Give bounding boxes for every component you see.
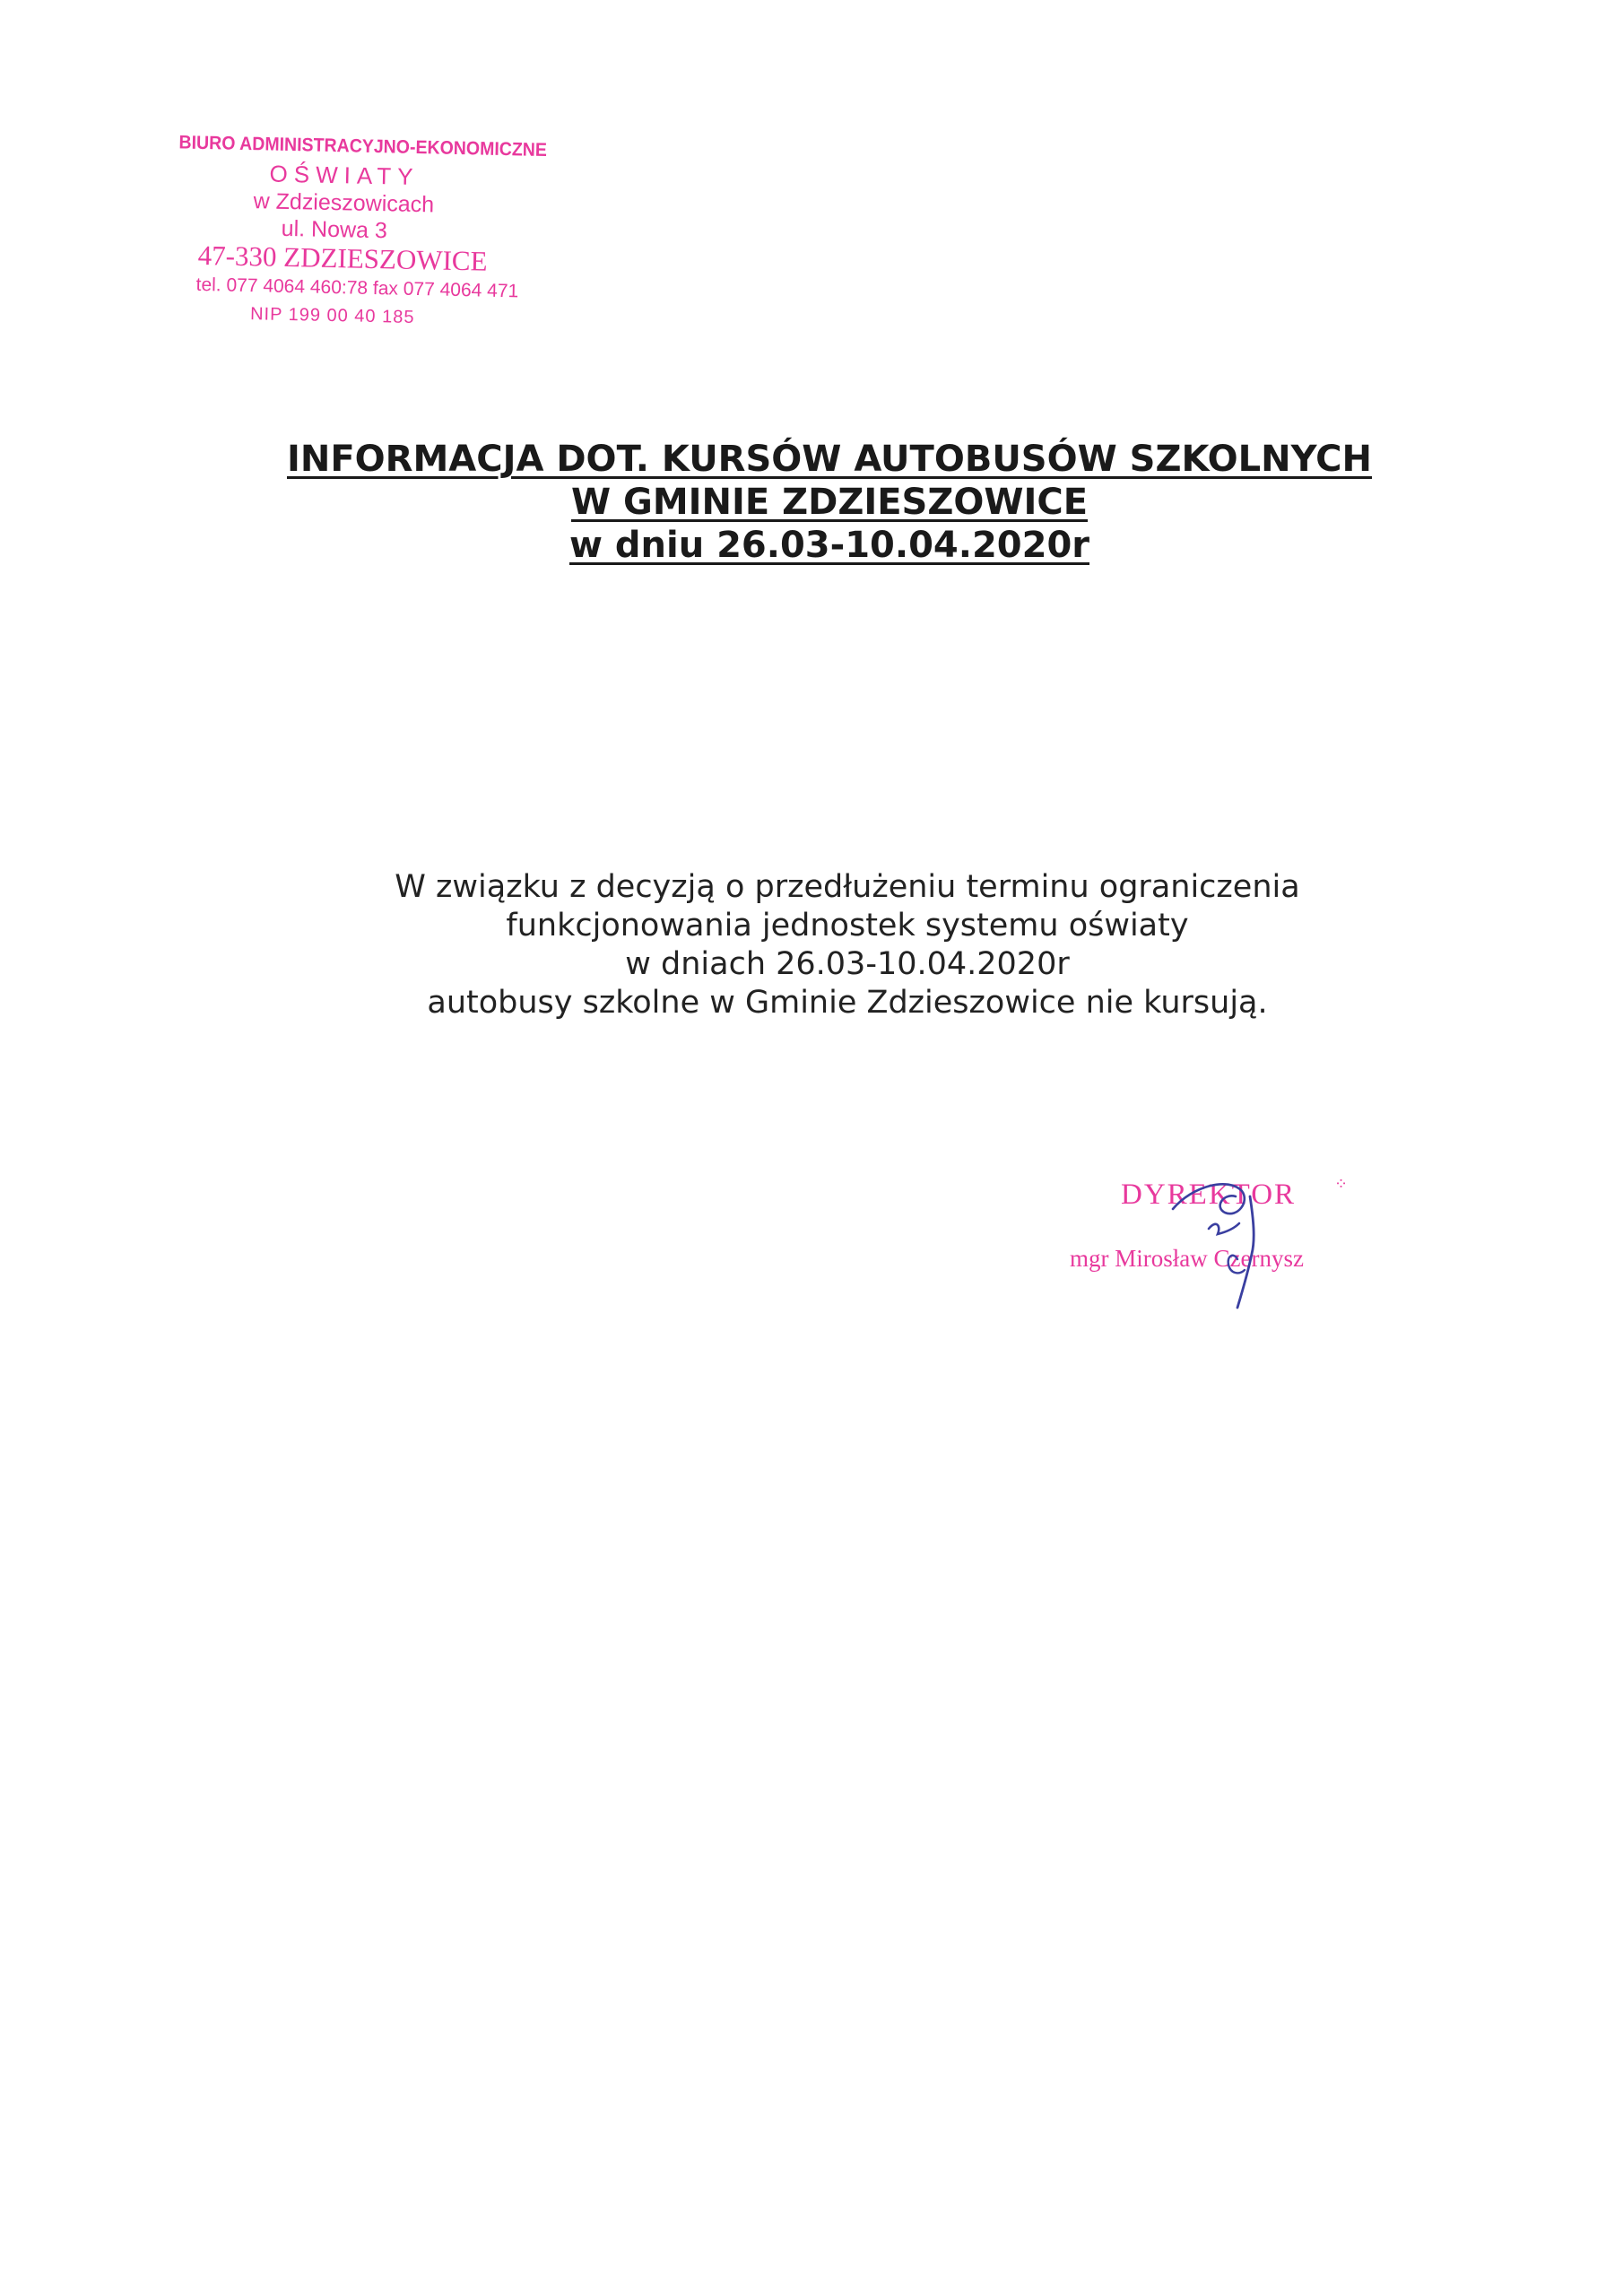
stamp-line-postcode: 47-330 ZDZIESZOWICE: [197, 239, 488, 277]
title-line-3: w dniu 26.03-10.04.2020r: [569, 525, 1089, 566]
office-stamp: [157, 133, 565, 347]
announcement-body: [251, 868, 1444, 1022]
title-line-2: W GMINIE ZDZIESZOWICE: [570, 482, 1089, 523]
stamp-line-office: BIURO ADMINISTRACYJNO-EKONOMICZNE: [178, 132, 548, 161]
signature-block: [1058, 1166, 1381, 1327]
handwritten-signature: [1058, 1166, 1381, 1327]
document-title: [161, 438, 1497, 567]
title-line-1: INFORMACJA DOT. KURSÓW AUTOBUSÓW SZKOLNYCH: [286, 439, 1373, 480]
stamp-line-phone: tel. 077 4064 460:78 fax 077 4064 471: [195, 274, 519, 302]
stamp-line-oswiaty: OŚWIATY: [269, 160, 420, 191]
body-line-2: funkcjonowania jednostek systemu oświaty: [506, 908, 1189, 944]
signature-name: mgr Mirosław Czernysz: [1070, 1245, 1304, 1272]
signature-title: DYREKTOR: [1121, 1178, 1297, 1211]
body-line-4: autobusy szkolne w Gminie Zdzieszowice nie kursują.: [427, 985, 1268, 1021]
stamp-line-nip: NIP 199 00 40 185: [249, 304, 415, 327]
stamp-speck: ⁘: [1334, 1175, 1349, 1193]
body-line-3: w dniach 26.03-10.04.2020r: [625, 946, 1070, 982]
body-line-1: W związku z decyzją o przedłużeniu terminu ograniczenia: [395, 869, 1300, 905]
stamp-line-city: w Zdzieszowicach: [253, 188, 435, 218]
stamp-line-street: ul. Nowa 3: [281, 215, 388, 244]
